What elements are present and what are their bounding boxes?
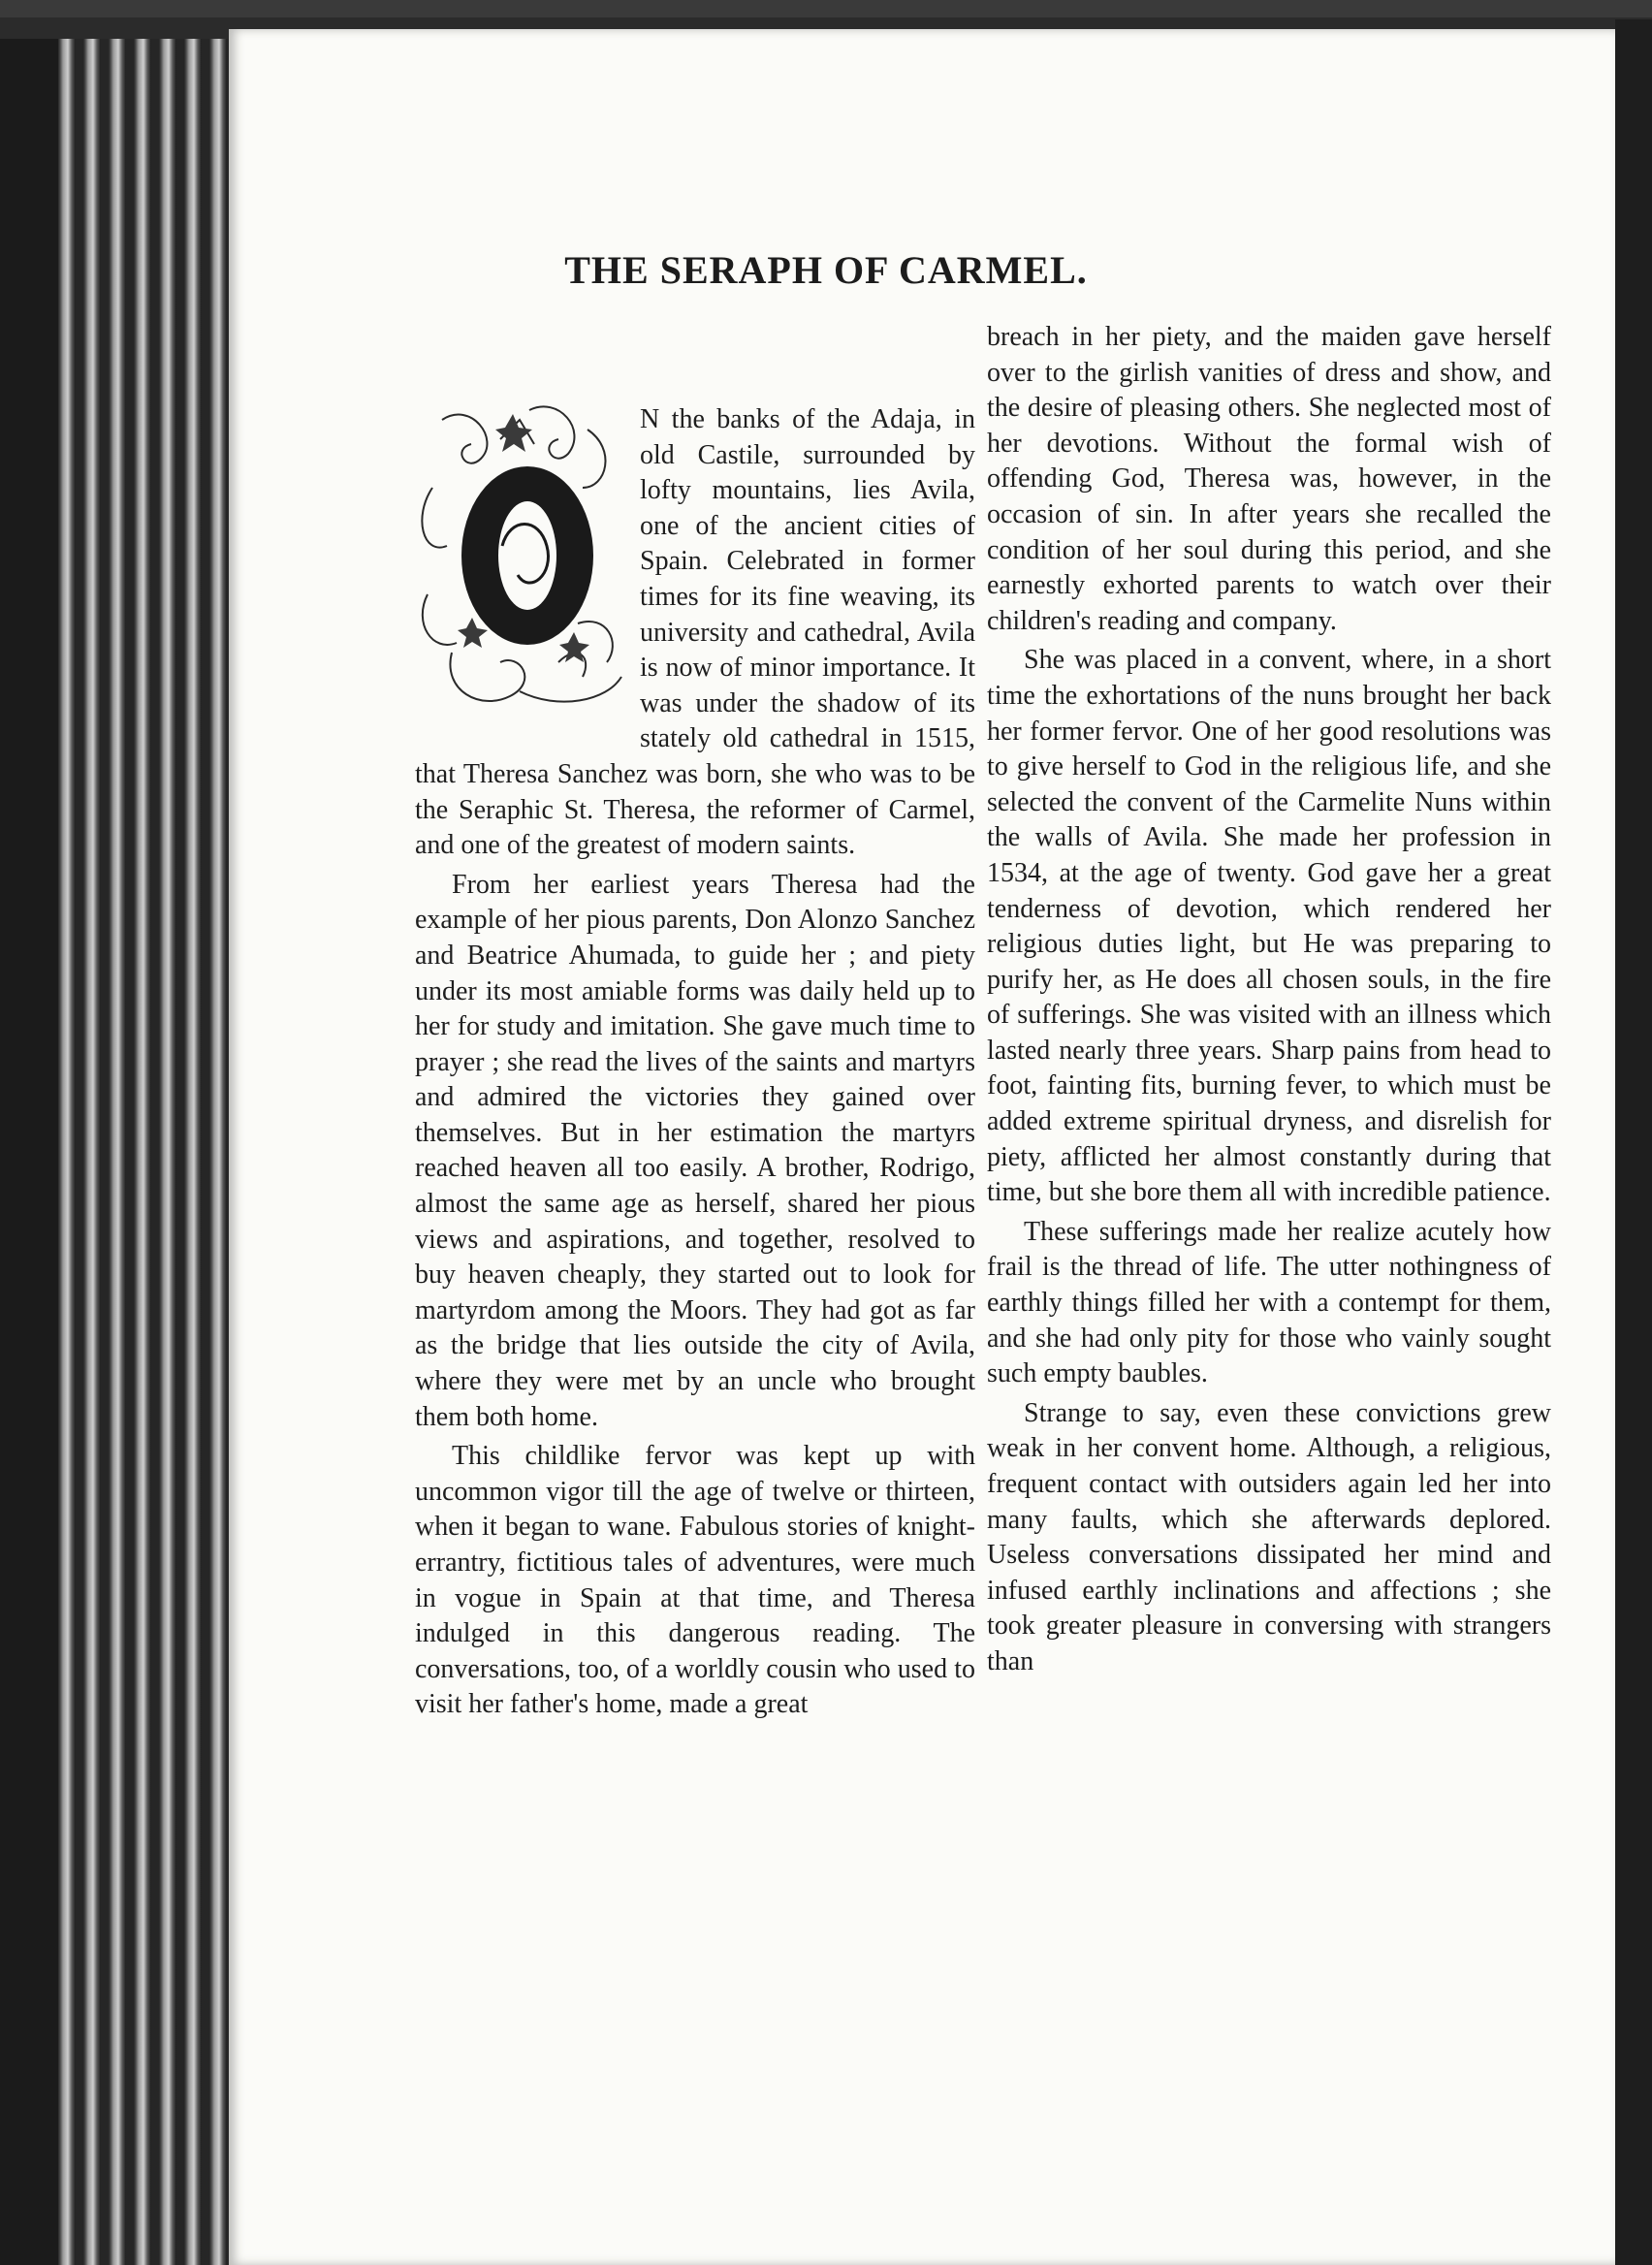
paragraph: Strange to say, even these convictions grew weak in her convent home. Although, a religious, frequent contact with outsiders again led her into many faults, which she afterwards deplored. Useless conversations dissipated her mind and infused earthly inclinations and affections ; she took greater pleasure in conversing with strangers than bbox=[987, 1397, 1551, 1676]
text-column-right bbox=[987, 320, 1551, 1680]
paragraph: She was placed in a convent, where, in a short time the exhortations of the nuns brought her back her former fervor. One of her good resolutions was to give herself to God in the religious life, and she selected the convent of the Carmelite Nuns within the walls of Avila. She made her profession in 1534, at the age of twenty. God gave her a great tenderness of devotion, which rendered her religious duties light, but He was preparing to purify her, as He does all chosen souls, in the fire of sufferings. She was visited with an illness which lasted nearly three years. Sharp pains from head to foot, fainting fits, burning fever, to which must be added extreme spiritual dryness, and disrelish for piety, afflicted her almost constantly during that time, but she bore them all with incredible patience. bbox=[987, 645, 1551, 1208]
page-title: THE SERAPH OF CARMEL. bbox=[564, 248, 1088, 292]
paragraph: These sufferings made her realize acutely how frail is the thread of life. The utter nothingness of earthly things filled her with a contempt for them, and she had only pity for those who vainly sought such empty baubles. bbox=[987, 1216, 1551, 1389]
paragraph: This childlike fervor was kept up with uncommon vigor till the age of twelve or thirteen, when it began to wane. Fabulous stories of knight-errantry, fictitious tales of adventures, were much in vogue in Spain at that time, and Theresa indulged in this dangerous reading. The conversations, too, of a worldly cousin who used to visit her father's home, made a great bbox=[415, 1441, 975, 1720]
paragraph: N the banks of the Adaja, in old Castile, surrounded by lofty mountains, lies Avila, one of the ancient cities of Spain. Celebrated in former times for its fine weaving, its university and cathedral, Avila is now of minor importance. It was under the shadow of its stately old cathedral in 1515, that Theresa Sanchez was born, she who was to be the Seraphic St. Theresa, the reformer of Carmel, and one of the greatest of modern saints. bbox=[415, 404, 975, 861]
text-column-left bbox=[415, 402, 975, 1723]
scanner-top-band bbox=[0, 0, 1652, 17]
scanner-right-edge bbox=[1615, 19, 1652, 2265]
paragraph: From her earliest years Theresa had the example of her pious parents, Don Alonzo Sanchez and Beatrice Ahumada, to guide her ; and piety under its most amiable forms was daily held up to her for study and imitation. She gave much time to prayer ; she read the lives of the saints and martyrs and admired the victories they gained over themselves. But in her estimation the martyrs reached heaven all too easily. A brother, Rodrigo, almost the same age as herself, shared her pious views and aspirations, and together, resolved to buy heaven cheaply, they started out to look for martyrdom among the Moors. They had got as far as the bridge that lies outside the city of Avila, where they were met by an uncle who brought them both home. bbox=[415, 869, 975, 1432]
ornamental-dropcap bbox=[413, 400, 628, 720]
paragraph: breach in her piety, and the maiden gave herself over to the girlish vanities of dress and show, and the desire of pleasing others. She neglected most of her devotions. Without the formal wish of offending God, Theresa was, however, in the occasion of sin. In after years she recalled the condition of her soul during this period, and she earnestly exhorted parents to watch over their children's reading and company. bbox=[987, 322, 1551, 636]
book-spine-shadow bbox=[0, 39, 58, 2265]
dropcap-letter: O bbox=[413, 400, 414, 401]
